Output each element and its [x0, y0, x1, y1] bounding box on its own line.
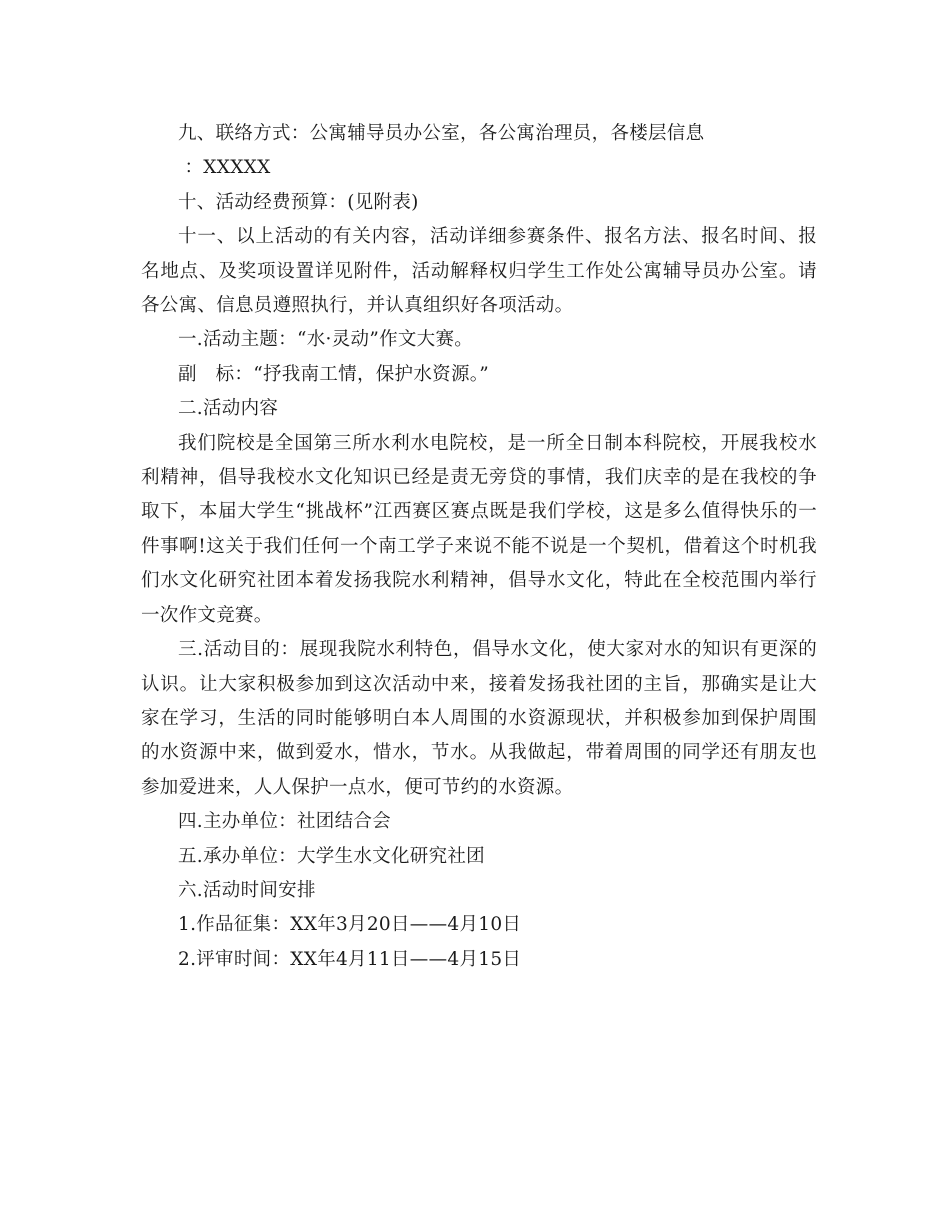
paragraph-contact: 九、联络方式：公寓辅导员办公室，各公寓治理员，各楼层信息 — [178, 123, 705, 144]
paragraph-purpose: 三.活动目的：展现我院水利特色，倡导水文化，使大家对水的知识有更深的认识。让大家积极参加到这次活动中来，接着发扬我社团的主旨，那确实是让大家在学习，生活的同时能够明白本人周围的水资源现状，并积极参加到保护周围的水资源中来，做到爱水，惜水，节水。从我做起，带着周围的同学还有朋友也参加爱进来，人人保护一点水，便可节约的水资源。 — [141, 639, 817, 798]
paragraph-theme: 一.活动主题：“水·灵动”作文大赛。 — [178, 329, 474, 351]
document-body — [141, 117, 817, 977]
paragraph-content-body: 我们院校是全国第三所水利水电院校，是一所全日制本科院校，开展我校水利精神，倡导我校水文化知识已经是责无旁贷的事情，我们庆幸的是在我校的争取下，本届大学生“挑战杯”江西赛区赛点既是我们学校，这是多么值得快乐的一件事啊!这关于我们任何一个南工学子来说不能不说是一个契机，借着这个时机我们水文化研究社团本着发扬我院水利精神，倡导水文化，特此在全校范围内举行一次作文竞赛。 — [141, 432, 817, 626]
paragraph-organizer: 四.主办单位：社团结合会 — [178, 811, 391, 833]
paragraph-schedule-collection: 1.作品征集：XX年3月20日——4月10日 — [178, 914, 522, 936]
paragraph-contact-continued: ：XXXXX — [184, 157, 271, 179]
paragraph-schedule-review: 2.评审时间：XX年4月11日——4月15日 — [178, 948, 522, 970]
paragraph-notes: 十一、以上活动的有关内容，活动详细参赛条件、报名方法、报名时间、报名地点、及奖项设置详见附件，活动解释权归学生工作处公寓辅导员办公室。请各公寓、信息员遵照执行，并认真组织好各项活动。 — [141, 226, 817, 317]
paragraph-host: 五.承办单位：大学生水文化研究社团 — [178, 845, 485, 867]
paragraph-subtitle: 副 标：“抒我南工情，保护水资源。” — [178, 363, 490, 385]
paragraph-schedule-heading: 六.活动时间安排 — [178, 879, 316, 901]
paragraph-content-heading: 二.活动内容 — [178, 398, 279, 420]
paragraph-budget: 十、活动经费预算：(见附表) — [178, 191, 419, 213]
